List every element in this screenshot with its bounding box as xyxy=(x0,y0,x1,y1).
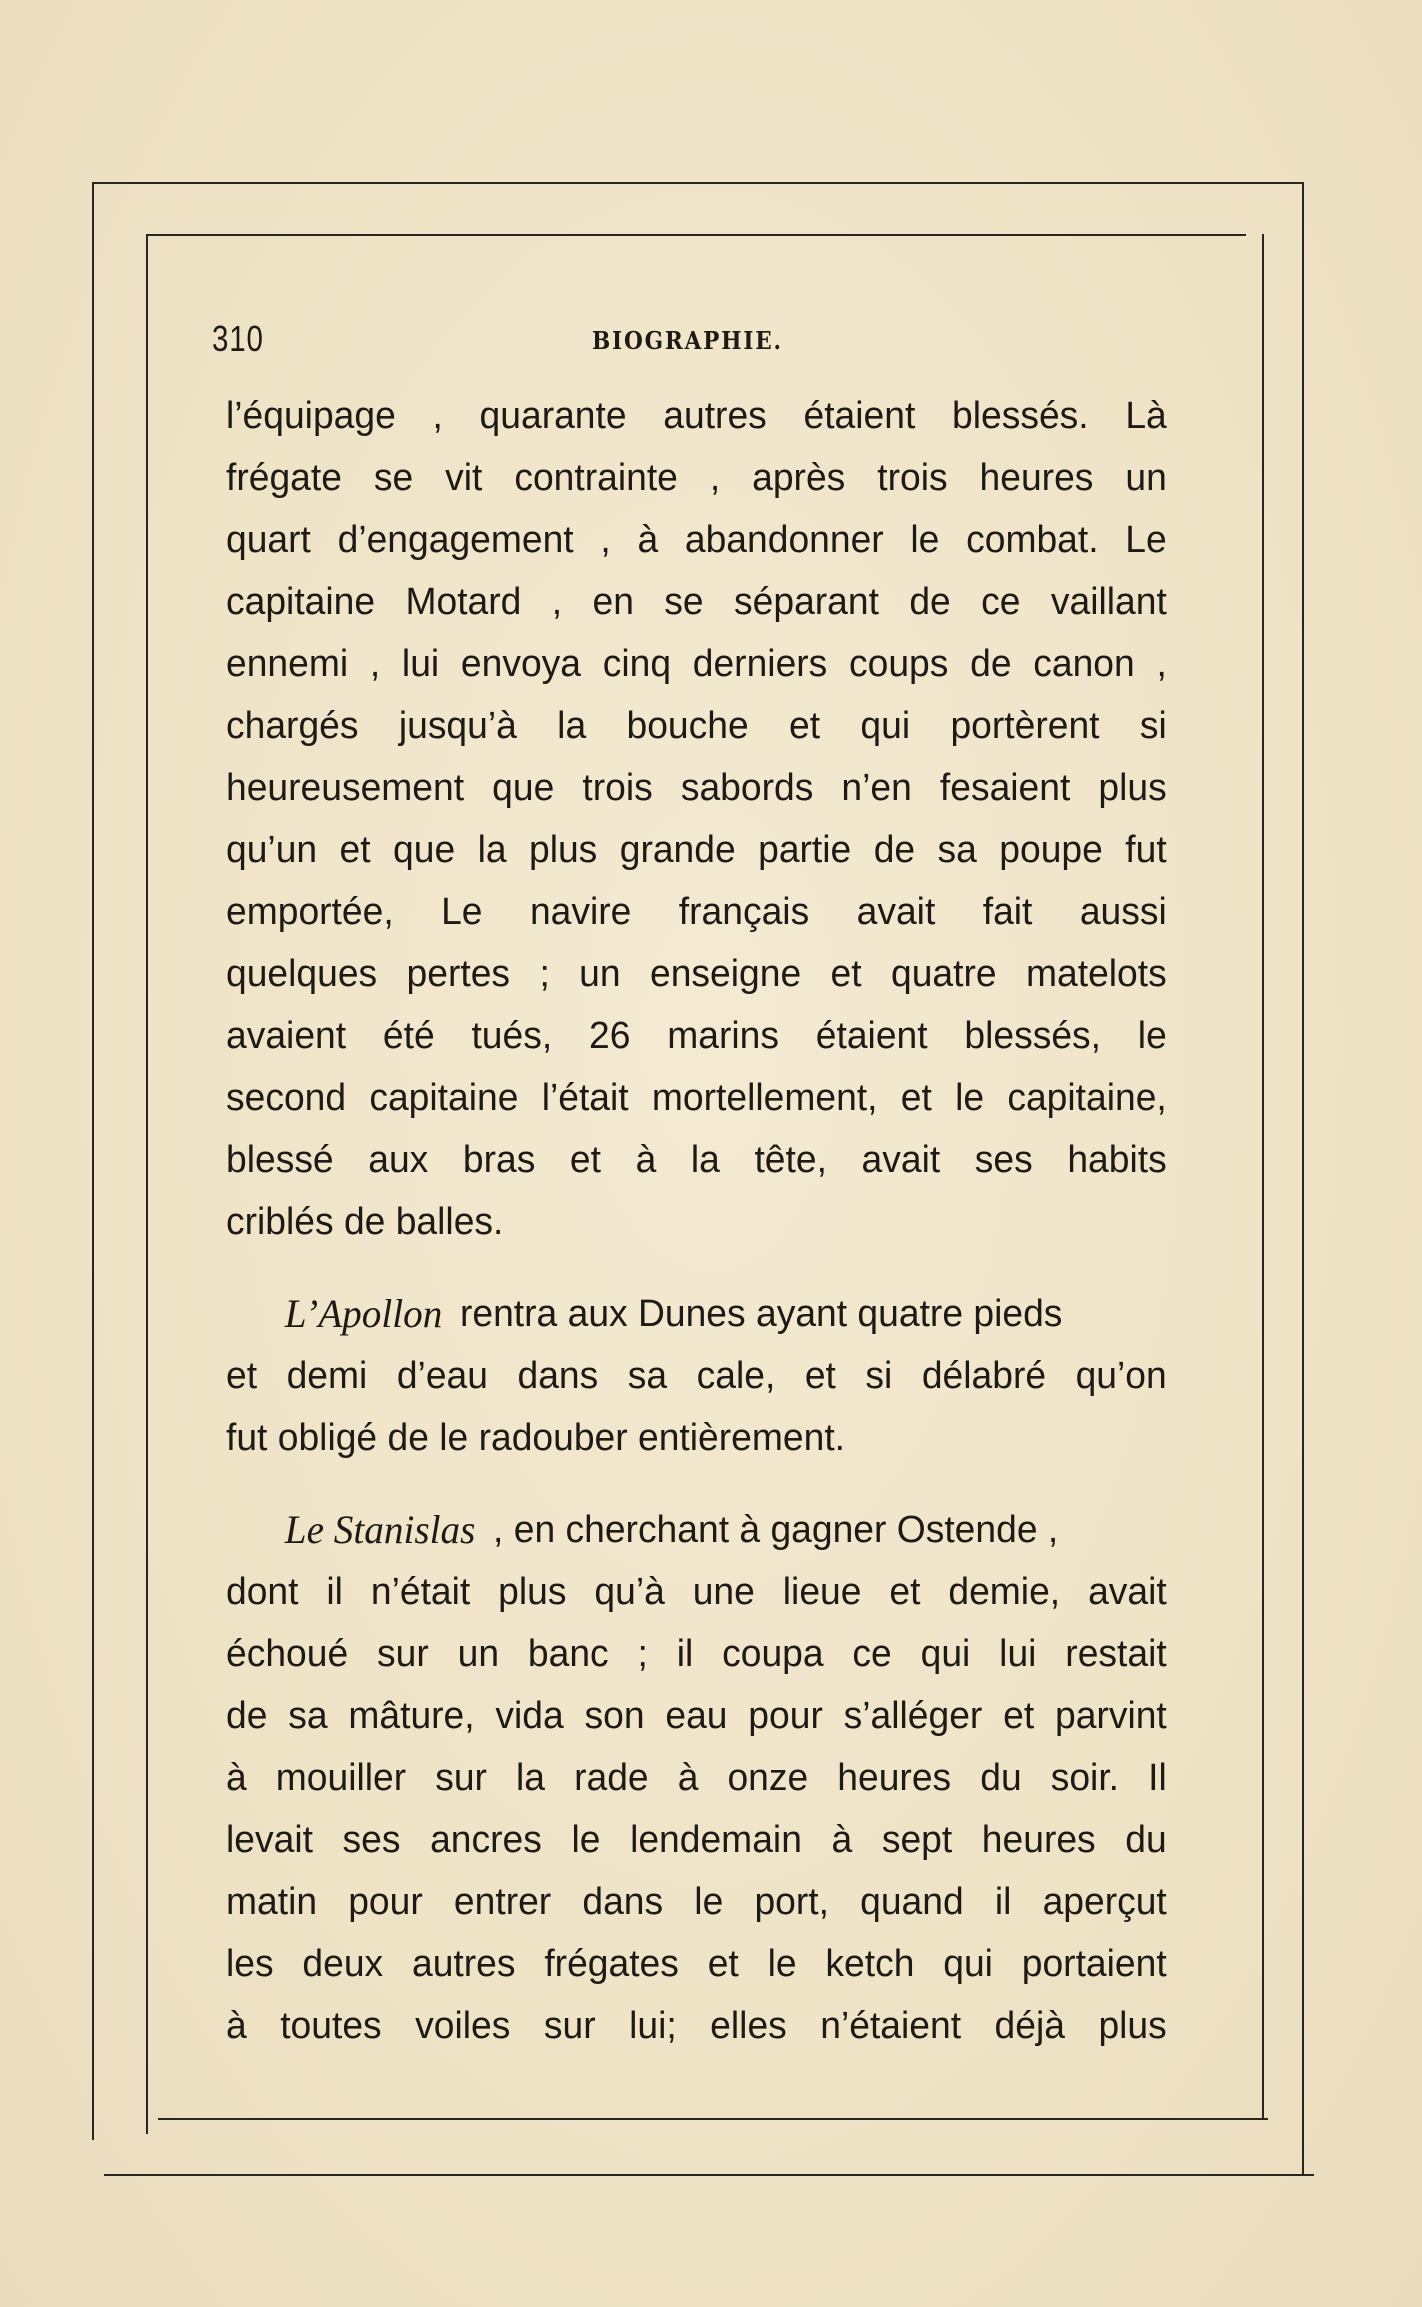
word: à xyxy=(226,2005,247,2047)
word: poupe xyxy=(999,829,1103,871)
word: et xyxy=(339,829,371,871)
text-line xyxy=(226,1345,1167,1407)
word: mâture, xyxy=(348,1695,475,1737)
word: partie xyxy=(758,829,852,871)
word: il xyxy=(994,1881,1012,1923)
word: quart xyxy=(226,519,311,561)
word: bouche xyxy=(626,705,749,747)
word: un xyxy=(457,1633,500,1675)
word: à xyxy=(637,519,659,561)
text-line xyxy=(226,819,1167,881)
word: qu’à xyxy=(594,1571,665,1613)
word: emportée, xyxy=(226,891,394,933)
word: si xyxy=(1139,705,1167,747)
word: , xyxy=(551,581,563,623)
word: combat. xyxy=(966,519,1099,561)
text-span: rentra aux Dunes ayant quatre pieds xyxy=(459,1293,1063,1335)
word: séparant xyxy=(734,581,879,623)
word: lui xyxy=(999,1633,1037,1675)
word: et xyxy=(830,953,862,995)
word: sa xyxy=(288,1695,328,1737)
text-line xyxy=(226,1809,1167,1871)
word: échoué xyxy=(226,1633,349,1675)
word: sabords xyxy=(680,767,814,809)
word: la xyxy=(557,705,587,747)
word: jusqu’à xyxy=(398,705,517,747)
text-line xyxy=(226,1685,1167,1747)
word: capitaine xyxy=(226,581,376,623)
word: sur xyxy=(435,1757,487,1799)
inner-frame-right xyxy=(1262,234,1264,2120)
word: l’était xyxy=(541,1077,629,1119)
text-line xyxy=(226,1129,1167,1191)
word: cale, xyxy=(696,1355,776,1397)
text-line xyxy=(226,943,1167,1005)
word: frégates xyxy=(544,1943,679,1985)
word: il xyxy=(326,1571,343,1613)
text-line: fut obligé de le radouber entièrement. xyxy=(226,1417,846,1459)
word: trois xyxy=(877,457,948,499)
word: entrer xyxy=(453,1881,552,1923)
word: sa xyxy=(627,1355,668,1397)
word: grande xyxy=(619,829,736,871)
word: français xyxy=(678,891,810,933)
word: quand xyxy=(860,1881,964,1923)
word: toutes xyxy=(280,2005,382,2047)
word: du xyxy=(1125,1819,1167,1861)
word: elles xyxy=(710,2005,787,2047)
word: avait xyxy=(856,891,936,933)
word: rade xyxy=(574,1757,649,1799)
word: et xyxy=(569,1139,601,1181)
word: à xyxy=(677,1757,699,1799)
word: , xyxy=(1156,643,1167,685)
word: et xyxy=(804,1355,836,1397)
inner-frame-bottom xyxy=(158,2118,1268,2120)
text-line xyxy=(226,1499,1167,1561)
word: du xyxy=(980,1757,1022,1799)
word: n’était xyxy=(370,1571,471,1613)
word: la xyxy=(690,1139,720,1181)
italic-ship-name: L’Apollon xyxy=(284,1291,443,1336)
word: matin xyxy=(226,1881,318,1923)
word: marins xyxy=(667,1015,779,1057)
word: n’en xyxy=(841,767,912,809)
word: le xyxy=(1137,1015,1167,1057)
word: et xyxy=(900,1077,932,1119)
outer-frame-right xyxy=(1302,182,1304,2174)
inner-frame-top xyxy=(146,234,1246,236)
word: chargés xyxy=(226,705,359,747)
word: onze xyxy=(727,1757,809,1799)
text-line xyxy=(226,509,1167,571)
word: ce xyxy=(852,1633,892,1675)
word: dans xyxy=(582,1881,664,1923)
word: cinq xyxy=(602,643,672,685)
word: que xyxy=(393,829,456,871)
outer-frame-bottom xyxy=(104,2174,1314,2176)
word: de xyxy=(873,829,916,871)
word: d’engagement xyxy=(337,519,574,561)
word: 26 xyxy=(588,1015,631,1057)
word: qui xyxy=(920,1633,971,1675)
word: ses xyxy=(342,1819,401,1861)
word: à xyxy=(831,1819,853,1861)
word: portèrent xyxy=(950,705,1100,747)
word: et xyxy=(889,1571,921,1613)
text-line xyxy=(226,1623,1167,1685)
word: mortellement, xyxy=(651,1077,878,1119)
word: il xyxy=(676,1633,694,1675)
word: bras xyxy=(462,1139,536,1181)
page-number: 310 xyxy=(212,318,264,359)
word: blessés, xyxy=(964,1015,1102,1057)
italic-ship-name: Le Stanislas xyxy=(284,1507,476,1552)
word: navire xyxy=(529,891,632,933)
word: heures xyxy=(837,1757,952,1799)
word: et xyxy=(1003,1695,1035,1737)
word: demie, xyxy=(948,1571,1061,1613)
word: fait xyxy=(982,891,1033,933)
word: soir. xyxy=(1050,1757,1120,1799)
word: sept xyxy=(881,1819,953,1861)
word: ketch xyxy=(825,1943,915,1985)
word: d’eau xyxy=(396,1355,488,1397)
word: , xyxy=(600,519,611,561)
word: n’étaient xyxy=(820,2005,962,2047)
word: délabré xyxy=(921,1355,1047,1397)
text-line xyxy=(226,1283,1167,1345)
word: frégate xyxy=(226,457,342,499)
text-line xyxy=(226,1067,1167,1129)
word: plus xyxy=(1098,2005,1167,2047)
text-line xyxy=(226,1561,1167,1623)
word: lui xyxy=(401,643,440,685)
body-text xyxy=(226,385,1186,2057)
word: enseigne xyxy=(650,953,802,995)
word: trois xyxy=(582,767,653,809)
word: plus xyxy=(1098,767,1167,809)
page-header xyxy=(212,318,1212,368)
word: Là xyxy=(1125,395,1167,437)
word: la xyxy=(477,829,507,871)
word: de xyxy=(970,643,1012,685)
word: lui; xyxy=(629,2005,677,2047)
word: quelques xyxy=(226,953,378,995)
word: et xyxy=(789,705,821,747)
word: déjà xyxy=(994,2005,1065,2047)
text-span: , en cherchant à gagner Ostende , xyxy=(493,1509,1059,1551)
word: abandonner xyxy=(684,519,884,561)
inner-frame-left xyxy=(146,234,148,2134)
word: à xyxy=(635,1139,657,1181)
word: et xyxy=(707,1943,739,1985)
word: sa xyxy=(937,829,977,871)
text-line xyxy=(226,1933,1167,1995)
text-line xyxy=(226,1005,1167,1067)
word: levait xyxy=(226,1819,313,1861)
text-line xyxy=(226,757,1167,819)
text-line xyxy=(226,1871,1167,1933)
word: restait xyxy=(1065,1633,1167,1675)
outer-frame-left xyxy=(92,182,94,2140)
word: aperçut xyxy=(1042,1881,1167,1923)
word: vaillant xyxy=(1050,581,1167,623)
word: derniers xyxy=(692,643,828,685)
word: , xyxy=(709,457,721,499)
word: le xyxy=(571,1819,601,1861)
word: plus xyxy=(528,829,598,871)
word: le xyxy=(767,1943,797,1985)
word: avait xyxy=(861,1139,941,1181)
word: un xyxy=(1125,457,1167,499)
word: tués, xyxy=(471,1015,553,1057)
word: habits xyxy=(1067,1139,1167,1181)
word: fesaient xyxy=(939,767,1071,809)
text-line xyxy=(226,571,1167,633)
word: tête, xyxy=(754,1139,827,1181)
word: aussi xyxy=(1079,891,1167,933)
word: un xyxy=(579,953,621,995)
text-line xyxy=(226,385,1167,447)
word: banc xyxy=(527,1633,609,1675)
word: demi xyxy=(286,1355,368,1397)
word: étaient xyxy=(803,395,916,437)
word: ; xyxy=(637,1633,648,1675)
word: ennemi xyxy=(226,643,349,685)
word: canon xyxy=(1033,643,1135,685)
text-line xyxy=(226,1995,1167,2057)
word: autres xyxy=(663,395,767,437)
word: avait xyxy=(1088,1571,1167,1613)
word: le xyxy=(955,1077,985,1119)
word: Le xyxy=(1125,519,1167,561)
word: sur xyxy=(543,2005,596,2047)
word: se xyxy=(373,457,414,499)
word: se xyxy=(664,581,704,623)
word: la xyxy=(516,1757,546,1799)
word: ce xyxy=(981,581,1021,623)
word: qu’un xyxy=(226,829,318,871)
word: vit xyxy=(445,457,483,499)
word: blessés. xyxy=(952,395,1089,437)
word: Motard xyxy=(405,581,522,623)
word: qu’on xyxy=(1075,1355,1167,1397)
word: lendemain xyxy=(630,1819,802,1861)
word: de xyxy=(226,1695,268,1737)
word: quatre xyxy=(891,953,997,995)
running-head: BIOGRAPHIE. xyxy=(592,326,783,355)
word: une xyxy=(692,1571,755,1613)
word: contrainte xyxy=(514,457,678,499)
word: après xyxy=(752,457,846,499)
word: qui xyxy=(943,1943,993,1985)
word: ; xyxy=(539,953,550,995)
word: le xyxy=(910,519,940,561)
word: voiles xyxy=(415,2005,511,2047)
word: parvint xyxy=(1055,1695,1167,1737)
text-line: criblés de balles. xyxy=(226,1201,504,1243)
word: les xyxy=(226,1943,274,1985)
word: coupa xyxy=(722,1633,824,1675)
word: coups xyxy=(849,643,949,685)
word: ancres xyxy=(430,1819,542,1861)
word: si xyxy=(865,1355,893,1397)
word: pour xyxy=(348,1881,423,1923)
word: portaient xyxy=(1021,1943,1167,1985)
word: pour xyxy=(748,1695,823,1737)
word: autres xyxy=(412,1943,516,1985)
word: dans xyxy=(517,1355,599,1397)
word: et xyxy=(226,1355,258,1397)
word: deux xyxy=(302,1943,384,1985)
word: mouiller xyxy=(275,1757,407,1799)
word: étaient xyxy=(815,1015,928,1057)
word: capitaine xyxy=(369,1077,519,1119)
word: capitaine, xyxy=(1007,1077,1167,1119)
word: avaient xyxy=(226,1015,347,1057)
word: été xyxy=(382,1015,435,1057)
word: blessé xyxy=(226,1139,334,1181)
word: que xyxy=(492,767,555,809)
word: heures xyxy=(981,1819,1096,1861)
word: son xyxy=(584,1695,645,1737)
word: plus xyxy=(498,1571,567,1613)
word: , xyxy=(432,395,443,437)
text-line xyxy=(226,633,1167,695)
word: aux xyxy=(368,1139,429,1181)
word: pertes xyxy=(406,953,511,995)
word: s’alléger xyxy=(843,1695,983,1737)
word: heures xyxy=(979,457,1094,499)
word: quarante xyxy=(479,395,627,437)
word: à xyxy=(226,1757,247,1799)
text-line xyxy=(226,881,1167,943)
outer-frame-top xyxy=(92,182,1302,184)
text-line xyxy=(226,447,1167,509)
word: lieue xyxy=(782,1571,862,1613)
word: de xyxy=(909,581,951,623)
word: l’équipage xyxy=(226,395,396,437)
word: fut xyxy=(1125,829,1167,871)
word: eau xyxy=(665,1695,728,1737)
word: sur xyxy=(377,1633,429,1675)
word: dont xyxy=(226,1571,299,1613)
word: Le xyxy=(441,891,483,933)
word: le xyxy=(694,1881,724,1923)
word: second xyxy=(226,1077,347,1119)
word: matelots xyxy=(1025,953,1167,995)
word: envoya xyxy=(460,643,582,685)
word: Il xyxy=(1148,1757,1167,1799)
word: qui xyxy=(860,705,911,747)
word: vida xyxy=(495,1695,564,1737)
word: port, xyxy=(754,1881,829,1923)
word: ses xyxy=(974,1139,1033,1181)
text-line xyxy=(226,1747,1167,1809)
word: , xyxy=(369,643,381,685)
word: heureusement xyxy=(226,767,465,809)
word: en xyxy=(592,581,634,623)
text-line xyxy=(226,695,1167,757)
